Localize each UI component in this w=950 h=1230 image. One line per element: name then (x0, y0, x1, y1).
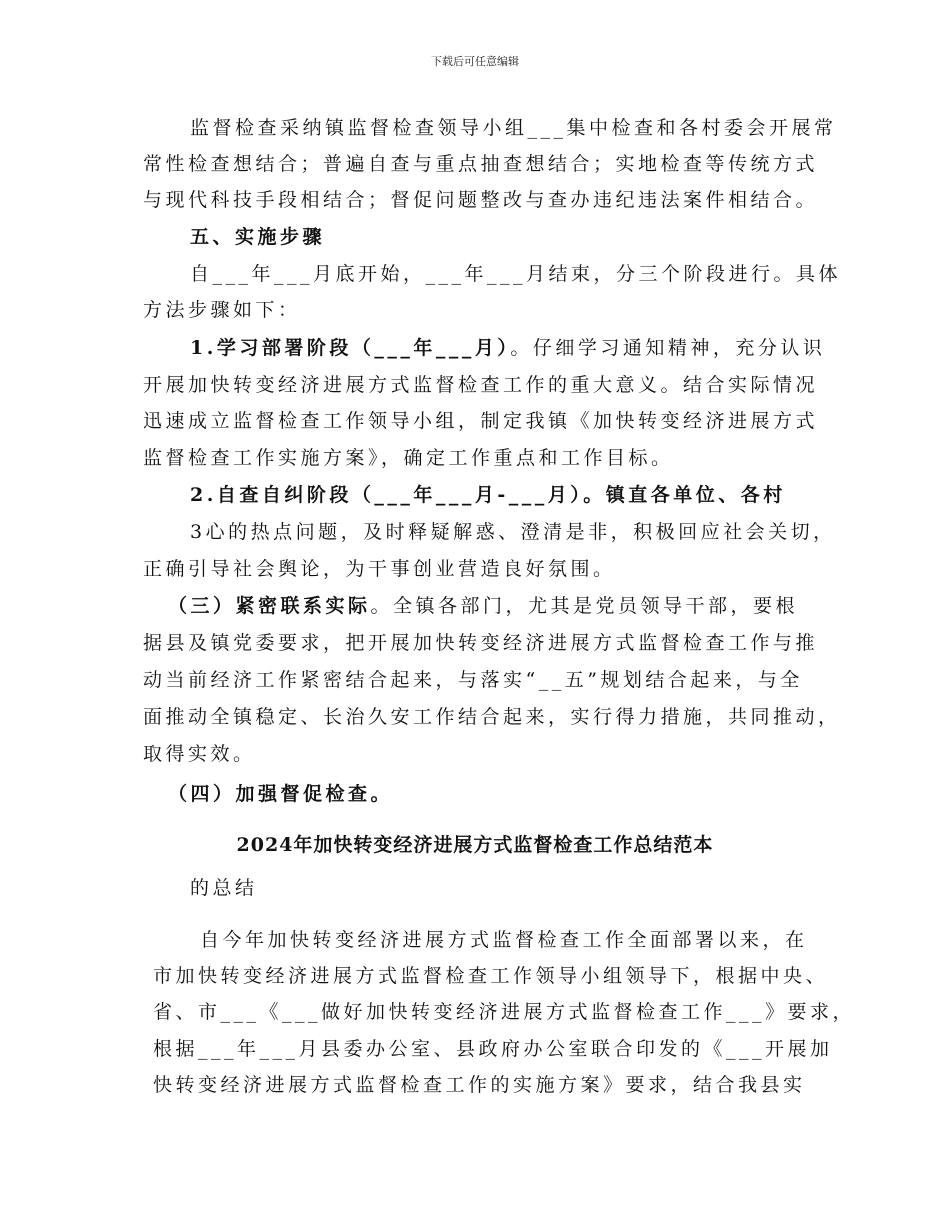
body-line: 迅速成立监督检查工作领导小组，制定我镇《加快转变经济进展方式 (143, 410, 819, 432)
body-line: 正确引导社会舆论，为干事创业营造良好氛围。 (143, 558, 616, 580)
body-line: 取得实效。 (143, 743, 256, 765)
body-line: 省、市___《___做好加快转变经济进展方式监督检查工作___》要求， (153, 1001, 856, 1023)
body-line: 监督检查工作实施方案》，确定工作重点和工作目标。 (143, 447, 674, 469)
section-heading: 五、实施步骤 (190, 226, 326, 248)
body-line: 根据___年___月县委办公室、县政府办公室联合印发的《___开展加 (153, 1038, 833, 1060)
body-line: 市加快转变经济进展方式监督检查工作领导小组领导下，根据中央、 (153, 965, 829, 987)
subsection-heading: （四）加强督促检查。 (168, 783, 394, 805)
step-heading: 2.自查自纠阶段（___年___月-___月）。镇直各单位、各村 (190, 484, 786, 506)
body-line: 据县及镇党委要求，把开展加快转变经济进展方式监督检查工作与推 (143, 632, 819, 654)
body-line: 的总结 (190, 877, 258, 899)
body-line: 开展加快转变经济进展方式监督检查工作的重大意义。结合实际情况 (143, 374, 819, 396)
body-line: 与现代科技手段相结合；督促问题整改与查办违纪违法案件相结合。 (143, 189, 819, 211)
document-title: 2024年加快转变经济进展方式监督检查工作总结范本 (236, 834, 714, 856)
body-line: 自___年___月底开始，___年___月结束，分三个阶段进行。具体 (190, 263, 842, 285)
body-line: 面推动全镇稳定、长治久安工作结合起来，实行得力措施，共同推动， (143, 706, 841, 728)
body-line: 方法步骤如下： (143, 299, 301, 321)
body-line: 自今年加快转变经济进展方式监督检查工作全面部署以来，在 (200, 929, 808, 951)
body-line: 动当前经济工作紧密结合起来，与落实“__五”规划结合起来，与全 (143, 669, 803, 691)
body-line: 常性检查想结合；普遍自查与重点抽查想结合；实地检查等传统方式 (143, 153, 819, 175)
page-header: 下载后可任意编辑 (431, 55, 519, 68)
subsection-heading: （三）紧密联系实际 (168, 595, 371, 617)
subsection-text: 。全镇各部门，尤其是党员领导干部，要根 (370, 595, 799, 617)
body-line: 快转变经济进展方式监督检查工作的实施方案》要求，结合我县实 (153, 1074, 806, 1096)
body-line (168, 594, 798, 618)
body-line: 监督检查采纳镇监督检查领导小组___集中检查和各村委会开展常 (190, 117, 837, 139)
step-text: 。仔细学习通知精神，充分认识 (510, 337, 826, 359)
body-line: 3心的热点问题，及时释疑解惑、澄清是非，积极回应社会关切， (190, 521, 836, 543)
step-heading: 1.学习部署阶段（___年___月） (190, 337, 511, 359)
body-line (190, 336, 825, 360)
